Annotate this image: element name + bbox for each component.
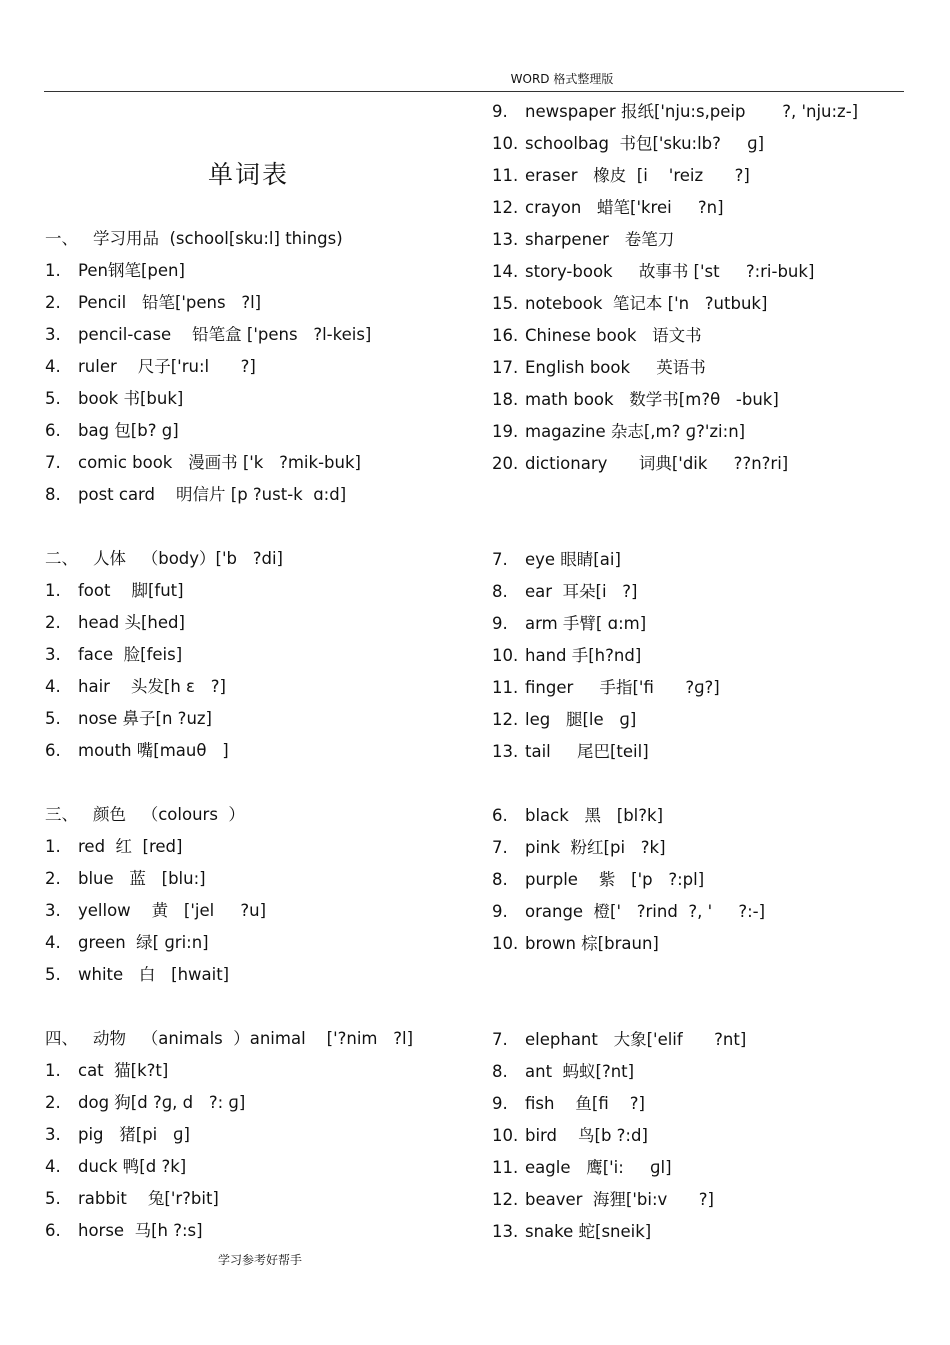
spacer [492,768,858,800]
left-column [45,223,413,1247]
item-number: 2. [45,1093,61,1112]
vocab-item [45,1055,413,1087]
item-text: post card 明信片 [p ?ust-k ɑ:d] [78,485,347,504]
item-text: hand 手[h?nd] [525,646,642,665]
item-number: 4. [45,1157,61,1176]
item-text: 学习用品 (school[sku:l] things) [93,229,343,248]
item-number: 4. [45,677,61,696]
vocab-item [492,192,858,224]
item-text: beaver 海狸['bi:v ?] [525,1190,714,1209]
item-number: 12. [492,1190,519,1209]
vocab-item [45,959,413,991]
spacer [492,960,858,992]
item-text: magazine 杂志[,m? ɡ?'zi:n] [525,422,746,441]
item-number: 13. [492,1222,519,1241]
item-text: cat 猫[k?t] [78,1061,169,1080]
vocab-item [492,896,858,928]
item-text: horse 马[h ?:s] [78,1221,203,1240]
vocab-item [45,1183,413,1215]
vocab-item [492,1216,858,1248]
item-text: comic book 漫画书 ['k ?mik-buk] [78,453,361,472]
vocab-item [492,1120,858,1152]
item-text: hair 头发[h ε ?] [78,677,226,696]
item-number: 11. [492,678,519,697]
item-number: 2. [45,869,61,888]
vocab-item [492,128,858,160]
vocab-item [45,735,413,767]
item-number: 10. [492,134,519,153]
item-number: 6. [45,421,61,440]
item-number: 18. [492,390,519,409]
item-number: 6. [492,806,508,825]
item-text: Chinese book 语文书 [525,326,702,345]
item-number: 17. [492,358,519,377]
item-text: book 书[buk] [78,389,184,408]
item-number: 3. [45,1125,61,1144]
item-text: pig 猪[pi ɡ] [78,1125,190,1144]
item-number: 1. [45,581,61,600]
vocab-item [492,1024,858,1056]
item-text: yellow 黄 ['jel ?u] [78,901,267,920]
item-number: 7. [45,453,61,472]
vocab-item [492,352,858,384]
vocab-item [492,160,858,192]
item-number: 7. [492,838,508,857]
item-number: 14. [492,262,519,281]
item-number: 三、 [45,805,78,824]
item-number: 15. [492,294,519,313]
vocab-item [45,607,413,639]
vocab-item [45,575,413,607]
vocab-item [492,832,858,864]
vocab-item [492,672,858,704]
item-text: red 红 [red] [78,837,183,856]
item-number: 5. [45,1189,61,1208]
item-text: face 脸[feis] [78,645,183,664]
item-number: 4. [45,933,61,952]
item-number: 12. [492,198,519,217]
item-text: mouth 嘴[mauθ ] [78,741,229,760]
item-number: 13. [492,742,519,761]
vocab-item [45,447,413,479]
vocab-item [492,928,858,960]
item-text: fish 鱼[fi ?] [525,1094,645,1113]
item-number: 10. [492,646,519,665]
item-text: math book 数学书[m?θ -buk] [525,390,779,409]
vocab-item [45,319,413,351]
vocab-item [45,1087,413,1119]
vocab-item [45,863,413,895]
vocab-item [492,448,858,480]
item-number: 8. [492,582,508,601]
vocab-item [45,383,413,415]
item-number: 3. [45,901,61,920]
vocab-item [45,1151,413,1183]
item-number: 9. [492,1094,508,1113]
vocab-item [492,736,858,768]
item-text: black 黑 [bl?k] [525,806,664,825]
item-text: finger 手指['fi ?ɡ?] [525,678,720,697]
vocab-item [492,864,858,896]
vocab-item [492,288,858,320]
item-number: 3. [45,645,61,664]
section-heading [45,1023,413,1055]
item-text: eraser 橡皮 [i 'reiz ?] [525,166,750,185]
item-text: story-book 故事书 ['st ?:ri-buk] [525,262,815,281]
item-text: foot 脚[fut] [78,581,184,600]
vocab-item [492,576,858,608]
item-text: pink 粉红[pi ?k] [525,838,666,857]
vocab-item [492,1088,858,1120]
item-text: Pencil 铅笔['pens ?l] [78,293,262,312]
item-number: 7. [492,550,508,569]
vocab-item [45,671,413,703]
item-text: dog 狗[d ?ɡ, d ?: ɡ] [78,1093,246,1112]
vocab-item [45,479,413,511]
item-number: 8. [492,870,508,889]
item-text: ant 蚂蚁[?nt] [525,1062,635,1081]
item-number: 5. [45,709,61,728]
vocab-item [45,415,413,447]
item-number: 四、 [45,1029,78,1048]
item-text: white 白 [hwait] [78,965,230,984]
item-number: 10. [492,934,519,953]
item-number: 7. [492,1030,508,1049]
vocab-item [45,1119,413,1151]
vocab-item [492,544,858,576]
item-number: 9. [492,102,508,121]
vocab-item [45,895,413,927]
item-text: bird 鸟[b ?:d] [525,1126,648,1145]
item-number: 16. [492,326,519,345]
item-text: 人体 （body）['b ?di] [93,549,283,568]
item-text: schoolbag 书包['sku:lb? ɡ] [525,134,765,153]
item-text: rabbit 兔['r?bit] [78,1189,219,1208]
vocab-item [492,384,858,416]
item-number: 6. [45,1221,61,1240]
section-heading [45,799,413,831]
item-text: purple 紫 ['p ?:pl] [525,870,705,889]
page-header: WORD 格式整理版 [510,72,614,86]
item-number: 19. [492,422,519,441]
item-number: 10. [492,1126,519,1145]
spacer [492,992,858,1024]
vocab-item [492,224,858,256]
item-number: 4. [45,357,61,376]
item-text: eagle 鹰['i: ɡl] [525,1158,672,1177]
item-number: 11. [492,166,519,185]
item-number: 一、 [45,229,78,248]
item-text: arm 手臂[ ɑ:m] [525,614,647,633]
item-number: 5. [45,389,61,408]
item-text: bag 包[b? g] [78,421,179,440]
vocab-item [492,640,858,672]
item-number: 1. [45,1061,61,1080]
item-number: 11. [492,1158,519,1177]
item-number: 9. [492,902,508,921]
item-text: orange 橙[' ?rind ?, ' ?:-] [525,902,766,921]
item-number: 9. [492,614,508,633]
item-number: 5. [45,965,61,984]
item-text: notebook 笔记本 ['n ?utbuk] [525,294,768,313]
item-number: 2. [45,613,61,632]
item-text: eye 眼睛[ai] [525,550,621,569]
item-number: 6. [45,741,61,760]
item-text: head 头[hed] [78,613,185,632]
item-number: 13. [492,230,519,249]
vocab-item [492,704,858,736]
vocab-item [45,1215,413,1247]
item-number: 20. [492,454,519,473]
item-number: 8. [492,1062,508,1081]
item-text: blue 蓝 [blu:] [78,869,206,888]
vocab-item [492,320,858,352]
item-text: dictionary 词典['dik ??n?ri] [525,454,789,473]
page-footer: 学习参考好帮手 [218,1253,303,1267]
item-text: green 绿[ ɡri:n] [78,933,209,952]
header-divider [44,91,904,92]
item-text: elephant 大象['elif ?nt] [525,1030,747,1049]
vocab-item [492,256,858,288]
item-text: duck 鸭[d ?k] [78,1157,187,1176]
item-number: 2. [45,293,61,312]
vocab-item [45,703,413,735]
vocab-item [45,287,413,319]
item-number: 8. [45,485,61,504]
item-text: newspaper 报纸['nju:s,peip ?, 'nju:z-] [525,102,859,121]
item-number: 1. [45,261,61,280]
vocab-item [492,800,858,832]
item-text: snake 蛇[sneik] [525,1222,652,1241]
page-title: 单词表 [208,160,290,189]
item-text: 颜色 （colours ） [93,805,245,824]
item-number: 3. [45,325,61,344]
vocab-item [492,416,858,448]
item-text: crayon 蜡笔['krei ?n] [525,198,724,217]
spacer [492,480,858,512]
vocab-item [492,96,858,128]
spacer [45,767,413,799]
item-number: 二、 [45,549,78,568]
vocab-item [492,1152,858,1184]
vocab-item [492,608,858,640]
vocab-item [45,927,413,959]
item-text: English book 英语书 [525,358,706,377]
vocab-item [492,1056,858,1088]
item-text: nose 鼻子[n ?uz] [78,709,212,728]
section-heading [45,543,413,575]
item-text: ruler 尺子['ru:l ?] [78,357,256,376]
item-text: tail 尾巴[teil] [525,742,649,761]
vocab-item [45,639,413,671]
item-text: leg 腿[le ɡ] [525,710,637,729]
item-text: Pen钢笔[pen] [78,261,185,280]
vocab-item [45,831,413,863]
spacer [492,512,858,544]
item-text: pencil-case 铅笔盒 ['pens ?l-keis] [78,325,372,344]
item-number: 12. [492,710,519,729]
vocab-item [492,1184,858,1216]
item-number: 1. [45,837,61,856]
section-heading [45,223,413,255]
item-text: brown 棕[braun] [525,934,659,953]
spacer [45,511,413,543]
item-text: ear 耳朵[i ?] [525,582,638,601]
item-text: sharpener 卷笔刀 [525,230,675,249]
vocab-item [45,255,413,287]
spacer [45,991,413,1023]
item-text: 动物 （animals ）animal ['?nim ?l] [93,1029,414,1048]
right-column [492,96,858,1248]
vocab-item [45,351,413,383]
